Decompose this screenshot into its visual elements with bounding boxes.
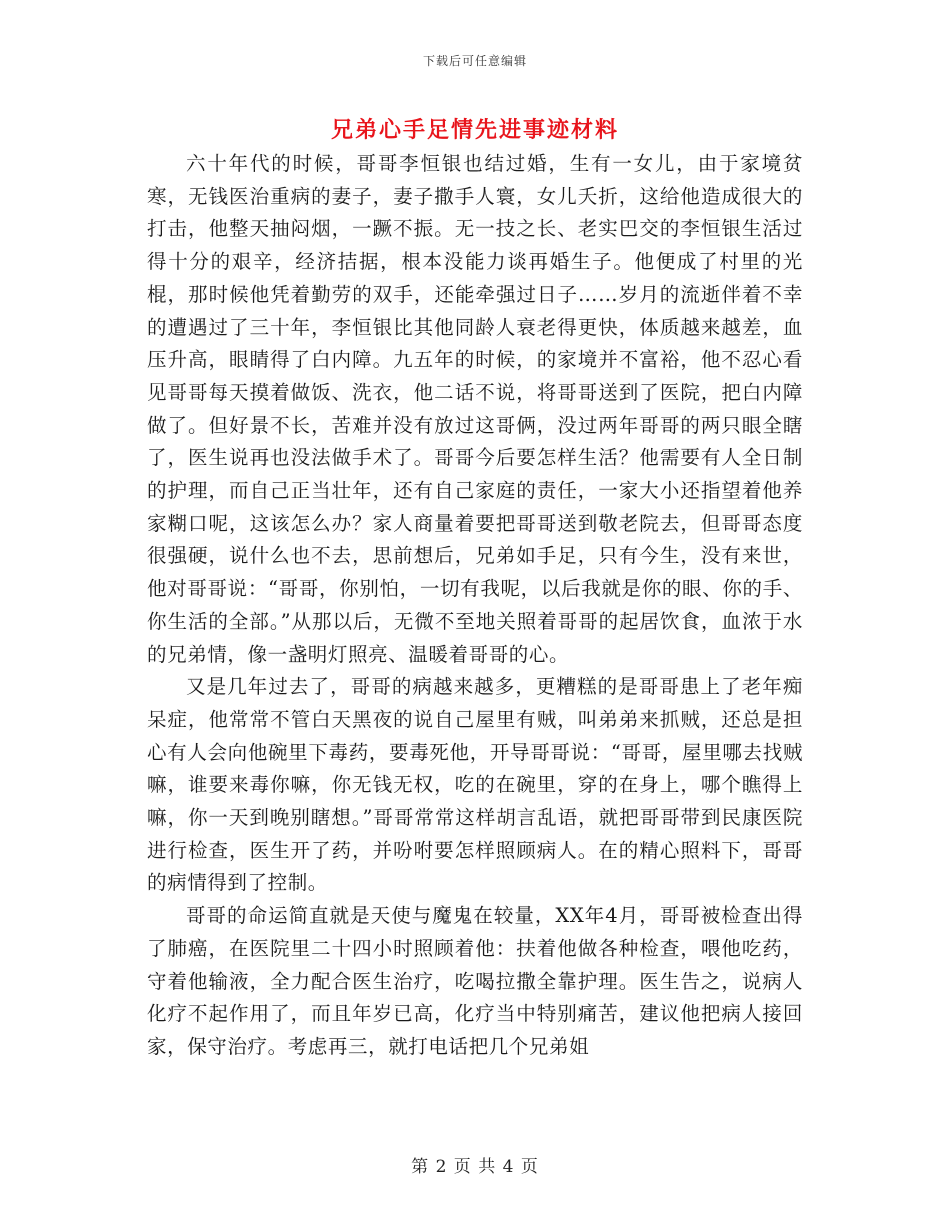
document-body: [147, 148, 803, 1064]
paragraph-2: 又是几年过去了，哥哥的病越来越多，更糟糕的是哥哥患上了老年痴呆症，他常常不管白天黑夜的说自己屋里有贼，叫弟弟来抓贼，还总是担心有人会向他碗里下毒药，要毒死他，开导哥哥说：“哥哥，屋里哪去找贼嘛，谁要来毒你嘛，你无钱无权，吃的在碗里，穿的在身上，哪个瞧得上嘛，你一天到晚别瞎想。”哥哥常常这样胡言乱语，就把哥哥带到民康医院进行检查，医生开了药，并吩咐要怎样照顾病人。在的精心照料下，哥哥的病情得到了控制。: [147, 675, 803, 895]
paragraph-1: 六十年代的时候，哥哥李恒银也结过婚，生有一女儿，由于家境贫寒，无钱医治重病的妻子，妻子撒手人寰，女儿夭折，这给他造成很大的打击，他整天抽闷烟，一蹶不振。无一技之长、老实巴交的李恒银生活过得十分的艰辛，经济拮据，根本没能力谈再婚生子。他便成了村里的光棍，那时候他凭着勤劳的双手，还能牵强过日子……岁月的流逝伴着不幸的遭遇过了三十年，李恒银比其他同龄人衰老得更快，体质越来越差，血压升高，眼睛得了白内障。九五年的时候，的家境并不富裕，他不忍心看见哥哥每天摸着做饭、洗衣，他二话不说，将哥哥送到了医院，把白内障做了。但好景不长，苦难并没有放过这哥俩，没过两年哥哥的两只眼全瞎了，医生说再也没法做手术了。哥哥今后要怎样生活？他需要有人全日制的护理，而自己正当壮年，还有自己家庭的责任，一家大小还指望着他养家糊口呢，这该怎么办？家人商量着要把哥哥送到敬老院去，但哥哥态度很强硬，说什么也不去，思前想后，兄弟如手足，只有今生，没有来世，他对哥哥说：“哥哥，你别怕，一切有我呢，以后我就是你的眼、你的手、你生活的全部。”从那以后，无微不至地关照着哥哥的起居饮食，血浓于水的兄弟情，像一盏明灯照亮、温暖着哥哥的心。: [147, 152, 803, 666]
document-title: 兄弟心手足情先进事迹材料: [330, 117, 619, 143]
paragraph-3: 哥哥的命运简直就是天使与魔鬼在较量，XX年4月，哥哥被检查出得了肺癌，在医院里二十四小时照顾着他：扶着他做各种检查，喂他吃药，守着他输液，全力配合医生治疗，吃喝拉撒全靠护理。医生告之，说病人化疗不起作用了，而且年岁已高，化疗当中特别痛苦，建议他把病人接回家，保守治疗。考虑再三，就打电话把几个兄弟姐: [147, 904, 803, 1058]
page-number: 第 2 页 共 4 页: [411, 1157, 539, 1177]
header-note: 下载后可任意编辑: [422, 54, 527, 68]
